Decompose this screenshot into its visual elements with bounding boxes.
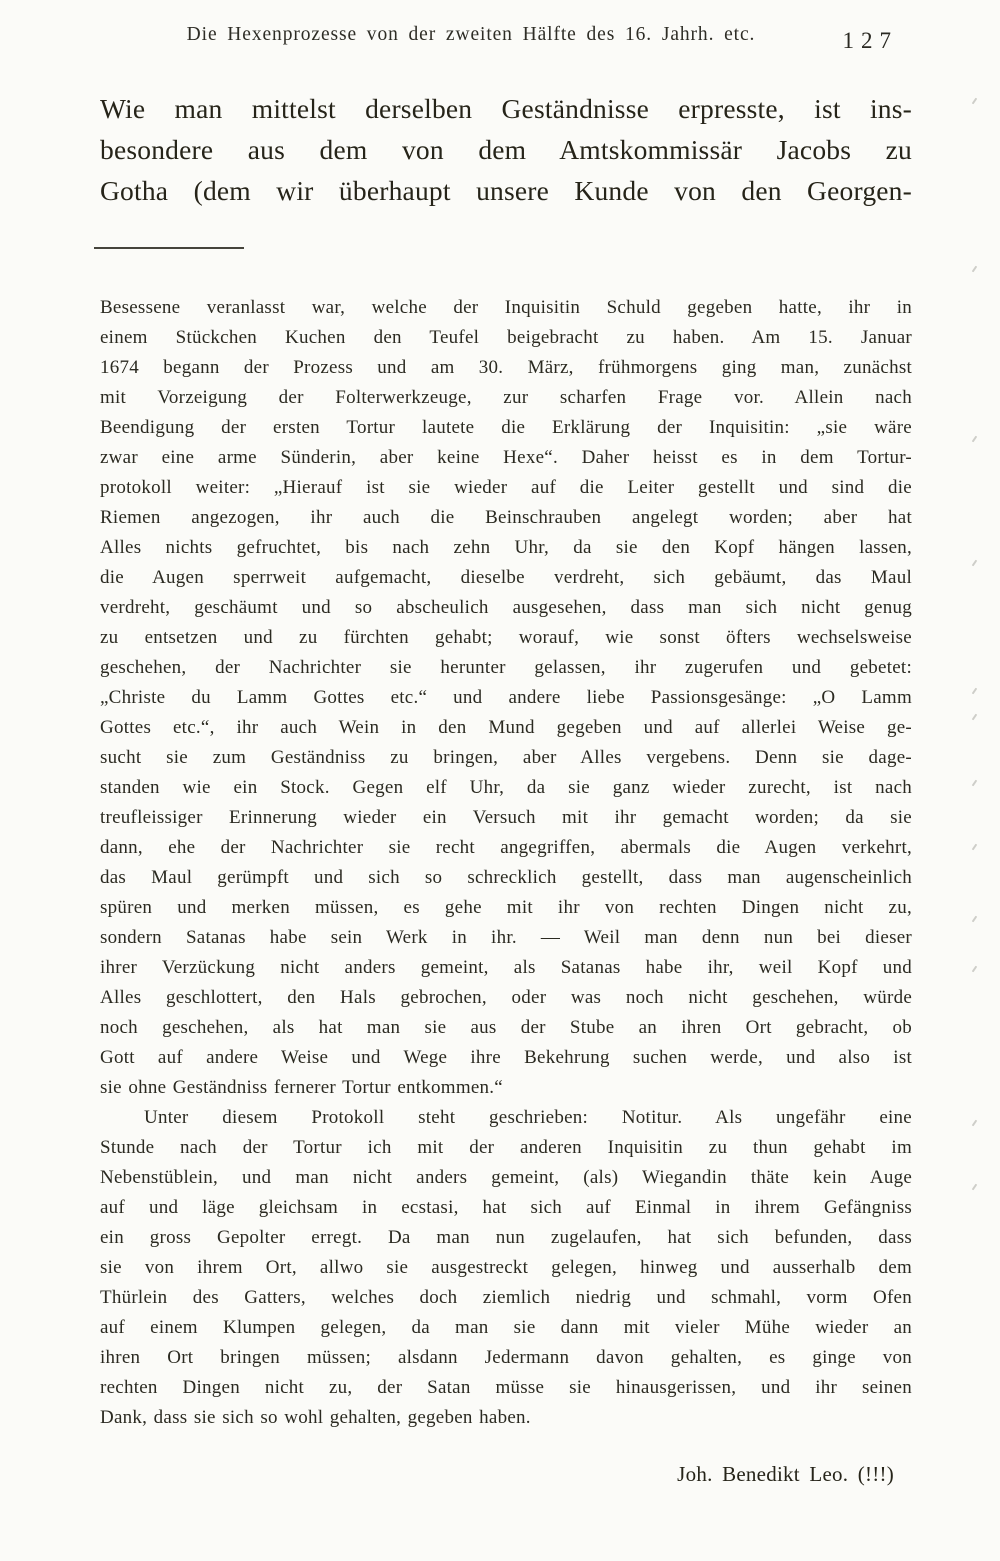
main-text-line: besondere aus dem von dem Amtskommissär Jacobs zu	[100, 134, 912, 165]
footnote-line: protokoll weiter: „Hierauf ist sie wieder auf die Leiter gestellt und sind die	[100, 477, 912, 498]
footnote-line: das Maul gerümpft und sich so schrecklich gestellt, dass man augenscheinlich	[100, 867, 912, 888]
footnote-line: Gottes etc.“, ihr auch Wein in den Mund gegeben und auf allerlei Weise ge-	[100, 717, 912, 738]
footnote-line: Riemen angezogen, ihr auch die Beinschrauben angelegt worden; aber hat	[100, 507, 912, 528]
footnote-line: sie von ihrem Ort, allwo sie ausgestreckt gelegen, hinweg und ausserhalb dem	[100, 1257, 912, 1278]
footnote-line: einem Stückchen Kuchen den Teufel beigebracht zu haben. Am 15. Januar	[100, 327, 912, 348]
footnote-line: auf und läge gleichsam in ecstasi, hat sich auf Einmal in ihrem Gefängniss	[100, 1197, 912, 1218]
footnote-line: die Augen sperrweit aufgemacht, dieselbe verdreht, sich gebäumt, das Maul	[100, 567, 912, 588]
footnote-line: ihrer Verzückung nicht anders gemeint, als Satanas habe ihr, weil Kopf und	[100, 957, 912, 978]
scan-speck	[972, 780, 978, 787]
footnote-line: rechten Dingen nicht zu, der Satan müsse sie hinausgerissen, und ihr seinen	[100, 1377, 912, 1398]
signature: Joh. Benedikt Leo. (!!!)	[677, 1462, 894, 1486]
footnote-line: mit Vorzeigung der Folterwerkzeuge, zur scharfen Frage vor. Allein nach	[100, 387, 912, 408]
main-text	[100, 88, 912, 211]
scan-speck	[972, 1120, 978, 1127]
footnote-line: dann, ehe der Nachrichter sie recht angegriffen, abermals die Augen verkehrt,	[100, 837, 912, 858]
footnote-line: spüren und merken müssen, es gehe mit ihr von rechten Dingen nicht zu,	[100, 897, 912, 918]
footnote	[100, 293, 912, 1489]
footnote-line: Dank, dass sie sich so wohl gehalten, gegeben haben.	[100, 1407, 531, 1428]
scan-speck	[972, 844, 978, 851]
footnote-separator	[94, 247, 244, 249]
footnote-line: ein gross Gepolter erregt. Da man nun zugelaufen, hat sich befunden, dass	[100, 1227, 912, 1248]
footnote-line: „Christe du Lamm Gottes etc.“ und andere liebe Passionsgesänge: „O Lamm	[100, 687, 912, 708]
footnote-line: treufleissiger Erinnerung wieder ein Versuch mit ihr gemacht worden; da sie	[100, 807, 912, 828]
scan-speck	[972, 688, 978, 695]
footnote-line: geschehen, der Nachrichter sie herunter gelassen, ihr zugerufen und gebetet:	[100, 657, 912, 678]
scan-speck	[972, 436, 978, 443]
footnote-line: Alles geschlottert, den Hals gebrochen, oder was noch nicht geschehen, würde	[100, 987, 912, 1008]
scan-speck	[972, 916, 978, 923]
footnote-line: standen wie ein Stock. Gegen elf Uhr, da sie ganz wieder zurecht, ist nach	[100, 777, 912, 798]
footnote-line: sie ohne Geständniss fernerer Tortur entkommen.“	[100, 1077, 503, 1098]
footnote-line: Stunde nach der Tortur ich mit der anderen Inquisitin zu thun gehabt im	[100, 1137, 912, 1158]
main-text-line: Wie man mittelst derselben Geständnisse erpresste, ist ins-	[100, 93, 912, 124]
footnote-line: ihren Ort bringen müssen; alsdann Jedermann davon gehalten, es ginge von	[100, 1347, 912, 1368]
footnote-line: Unter diesem Protokoll steht geschrieben: Notitur. Als ungefähr eine	[144, 1107, 912, 1128]
scan-speck	[972, 560, 978, 567]
main-text-line: Gotha (dem wir überhaupt unsere Kunde von den Georgen-	[100, 175, 912, 206]
footnote-paragraph-2	[100, 1103, 912, 1433]
scan-speck	[972, 966, 978, 973]
footnote-line: Nebenstüblein, und man nicht anders gemeint, (als) Wiegandin thäte kein Auge	[100, 1167, 912, 1188]
footnote-line: Alles nichts gefruchtet, bis nach zehn Uhr, da sie den Kopf hängen lassen,	[100, 537, 912, 558]
page-header	[100, 24, 912, 58]
footnote-line: auf einem Klumpen gelegen, da man sie dann mit vieler Mühe wieder an	[100, 1317, 912, 1338]
footnote-line: Thürlein des Gatters, welches doch ziemlich niedrig und schmahl, vorm Ofen	[100, 1287, 912, 1308]
footnote-line: verdreht, geschäumt und so abscheulich ausgesehen, dass man sich nicht genug	[100, 597, 912, 618]
footnote-line: zu entsetzen und zu fürchten gehabt; worauf, wie sonst öfters wechselsweise	[100, 627, 912, 648]
scan-speck	[972, 98, 978, 105]
footnote-line: sucht sie zum Geständniss zu bringen, aber Alles vergebens. Denn sie dage-	[100, 747, 912, 768]
footnote-line: Beendigung der ersten Tortur lautete die Erklärung der Inquisitin: „sie wäre	[100, 417, 912, 438]
footnote-line: noch geschehen, als hat man sie aus der Stube an ihren Ort gebracht, ob	[100, 1017, 912, 1038]
scan-speck	[972, 1184, 978, 1191]
footnote-line: 1674 begann der Prozess und am 30. März, frühmorgens ging man, zunächst	[100, 357, 912, 378]
page-number: 127	[842, 28, 898, 53]
footnote-line: Gott auf andere Weise und Wege ihre Bekehrung suchen werde, und also ist	[100, 1047, 912, 1068]
scan-speck	[972, 266, 978, 273]
footnote-paragraph-1	[100, 293, 912, 1103]
footnote-line: Besessene veranlasst war, welche der Inquisitin Schuld gegeben hatte, ihr in	[100, 297, 912, 318]
footnote-line: sondern Satanas habe sein Werk in ihr. — Weil man denn nun bei dieser	[100, 927, 912, 948]
scan-speck	[972, 714, 978, 721]
running-title: Die Hexenprozesse von der zweiten Hälfte des 16. Jahrh. etc.	[186, 24, 756, 45]
footnote-line: zwar eine arme Sünderin, aber keine Hexe“. Daher heisst es in dem Tortur-	[100, 447, 912, 468]
